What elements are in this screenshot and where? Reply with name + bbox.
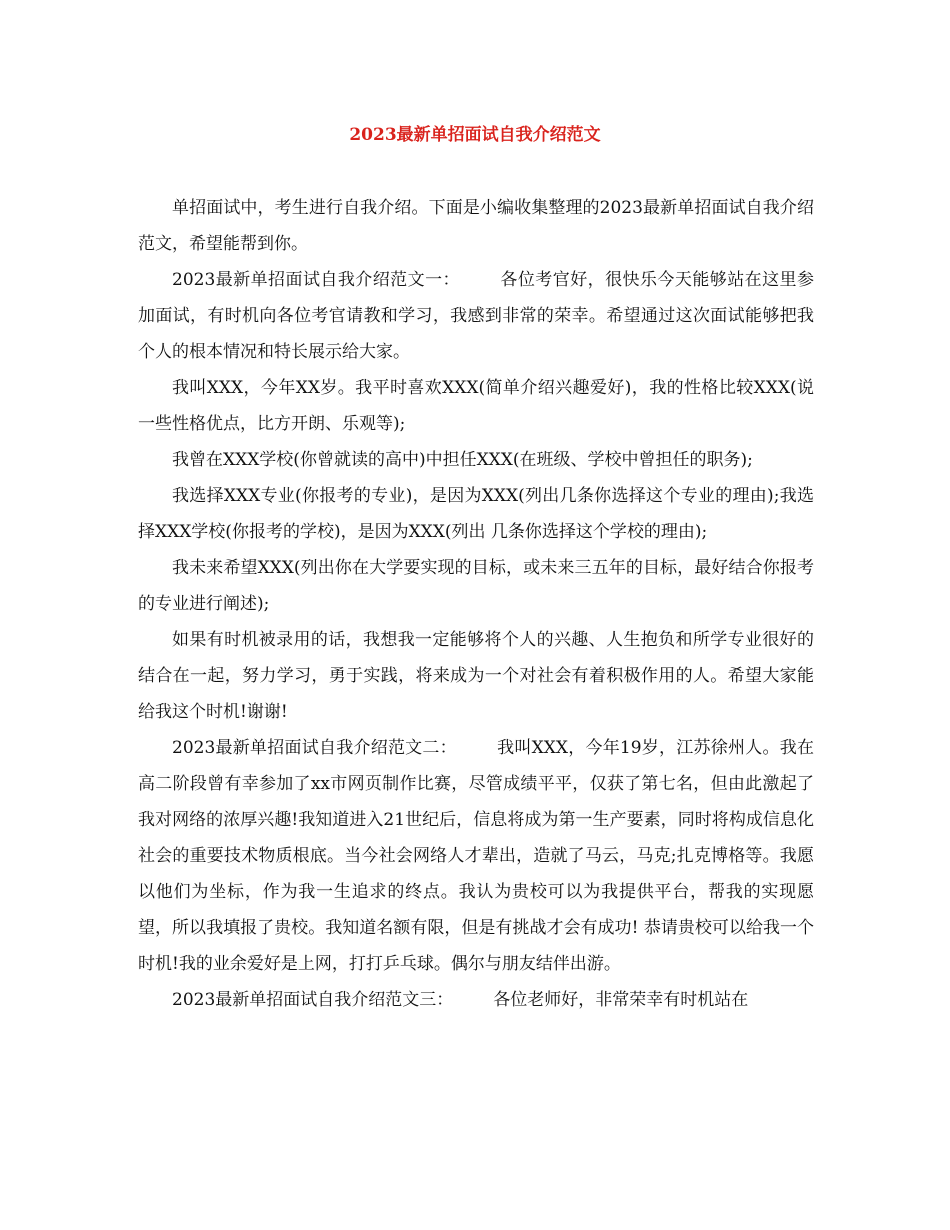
document-body <box>138 190 814 1018</box>
paragraph-school-role <box>138 442 814 478</box>
paragraph-future-goals <box>138 550 814 622</box>
paragraph-text: 我曾在XXX学校(你曾就读的高中)中担任XXX(在班级、学校中曾担任的职务); <box>172 450 753 470</box>
paragraph-text: 我叫XXX，今年XX岁。我平时喜欢XXX(简单介绍兴趣爱好)，我的性格比较XXX(说一些性格优点，比方开朗、乐观等); <box>138 378 814 434</box>
document-title: 2023最新单招面试自我介绍范文 <box>349 125 601 145</box>
paragraph-text: 我选择XXX专业(你报考的专业)，是因为XXX(列出几条你选择这个专业的理由);我选择XXX学校(你报考的学校)，是因为XXX(列出 几条你选择这个学校的理由); <box>138 486 814 542</box>
paragraph-text: 单招面试中，考生进行自我介绍。下面是小编收集整理的2023最新单招面试自我介绍范文，希望能帮到你。 <box>138 198 814 254</box>
sample-heading: 2023最新单招面试自我介绍范文一： <box>172 270 460 290</box>
sample-heading: 2023最新单招面试自我介绍范文二： <box>172 738 457 758</box>
paragraph-text: 各位考官好，很快乐今天能够站在这里参加面试，有时机向各位考官请教和学习，我感到非常的荣幸。希望通过这次面试能够把我个人的根本情况和特长展示给大家。 <box>138 270 815 362</box>
paragraph-text: 我叫XXX，今年19岁，江苏徐州人。我在高二阶段曾有幸参加了xx市网页制作比赛，尽管成绩平平，仅获了第七名，但由此激起了我对网络的浓厚兴趣!我知道进入21世纪后，信息将成为第一生产要素，同时将构成信息化社会的重要技术物质根底。当今社会网络人才辈出，造就了马云，马克;扎克博格等。我愿以他们为坐标，作为我一生追求的终点。我认为贵校可以为我提供平台，帮我的实现愿望，所以我填报了贵校。我知道名额有限，但是有挑战才会有成功! 恭请贵校可以给我一个时机!我的业余爱好是上网，打打乒乓球。偶尔与朋友结伴出游。 <box>138 738 814 974</box>
paragraph-intro <box>138 190 814 262</box>
paragraph-sample-three <box>138 982 814 1018</box>
paragraph-closing <box>138 622 814 730</box>
paragraph-major-choice <box>138 478 814 550</box>
paragraph-sample-one <box>138 262 814 370</box>
paragraph-sample-two <box>138 730 814 982</box>
paragraph-text: 我未来希望XXX(列出你在大学要实现的目标，或未来三五年的目标，最好结合你报考的专业进行阐述); <box>138 558 814 614</box>
paragraph-name-age <box>138 370 814 442</box>
paragraph-text: 各位老师好，非常荣幸有时机站在 <box>493 990 749 1010</box>
sample-heading: 2023最新单招面试自我介绍范文三： <box>172 990 454 1010</box>
paragraph-text: 如果有时机被录用的话，我想我一定能够将个人的兴趣、人生抱负和所学专业很好的结合在一起，努力学习，勇于实践，将来成为一个对社会有着积极作用的人。希望大家能给我这个时机!谢谢! <box>138 630 814 722</box>
